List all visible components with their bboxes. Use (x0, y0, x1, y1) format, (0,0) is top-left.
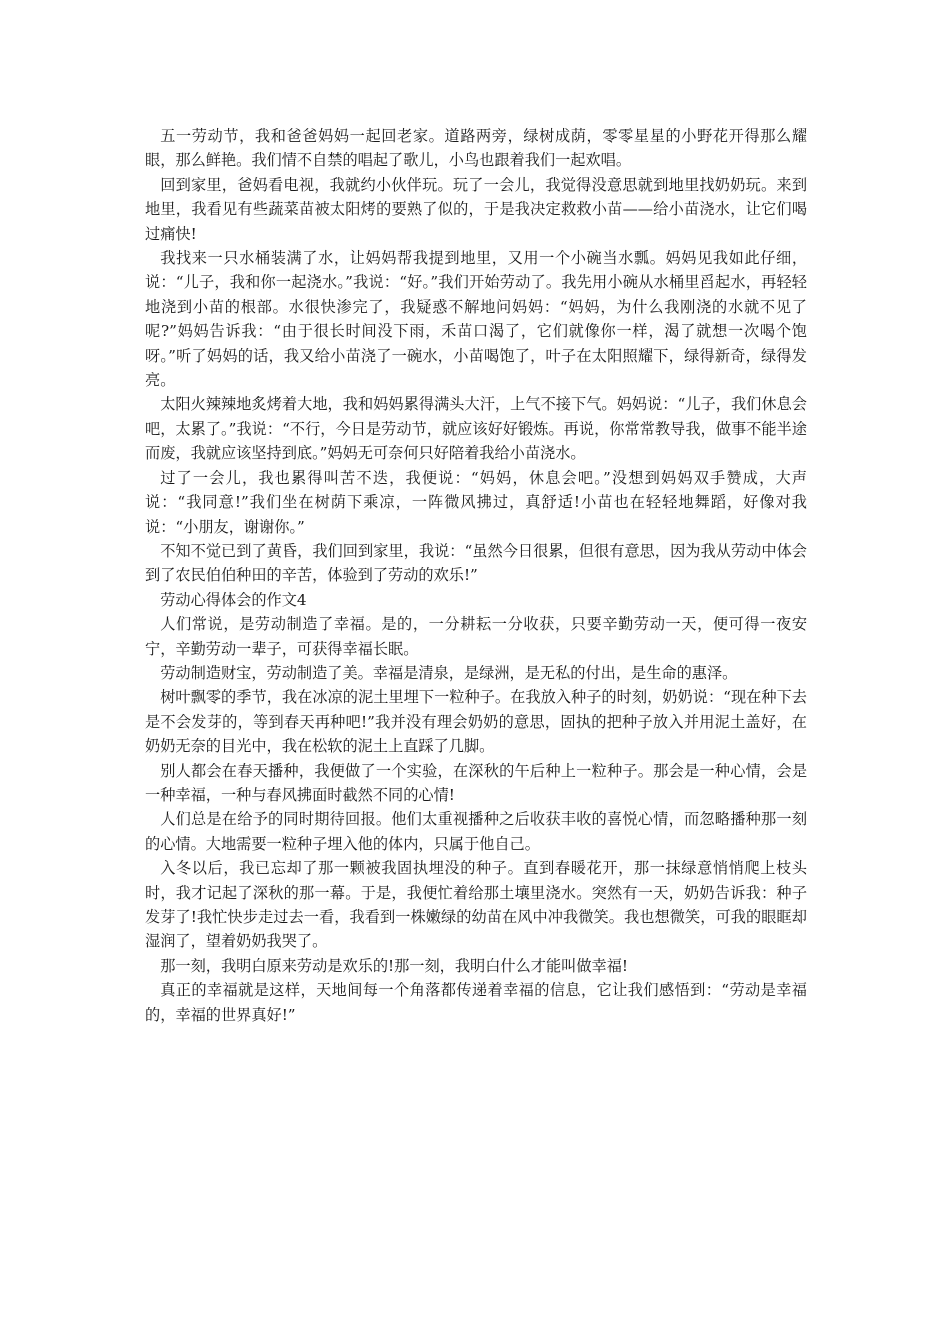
paragraph: 回到家里，爸妈看电视，我就约小伙伴玩。玩了一会儿，我觉得没意思就到地里找奶奶玩。来到地里，我看见有些蔬菜苗被太阳烤的要熟了似的，于是我决定救救小苗——给小苗浇水，让它们喝过痛快! (145, 175, 807, 243)
paragraph: 真正的幸福就是这样，天地间每一个角落都传递着幸福的信息，它让我们感悟到：“劳动是幸福的，幸福的世界真好!” (145, 981, 807, 1024)
paragraph: 劳动制造财宝，劳动制造了美。幸福是清泉，是绿洲，是无私的付出，是生命的惠泽。 (160, 663, 738, 682)
paragraph: 那一刻，我明白原来劳动是欢乐的!那一刻，我明白什么才能叫做幸福! (160, 956, 629, 975)
paragraph: 我找来一只水桶装满了水，让妈妈帮我提到地里，又用一个小碗当水瓢。妈妈见我如此仔细，说：“儿子，我和你一起浇水。”我说：“好。”我们开始劳动了。我先用小碗从水桶里舀起水，再轻轻地浇到小苗的根部。水很快渗完了，我疑惑不解地问妈妈：“妈妈，为什么我刚浇的水就不见了呢?”妈妈告诉我：“由于很长时间没下雨，禾苗口渴了，它们就像你一样，渴了就想一次喝个饱呀。”听了妈妈的话，我又给小苗浇了一碗水，小苗喝饱了，叶子在太阳照耀下，绿得新奇，绿得发亮。 (145, 249, 807, 390)
paragraph: 五一劳动节，我和爸爸妈妈一起回老家。道路两旁，绿树成荫，零零星星的小野花开得那么耀眼，那么鲜艳。我们情不自禁的唱起了歌儿，小鸟也跟着我们一起欢唱。 (145, 127, 807, 170)
paragraph: 人们总是在给予的同时期待回报。他们太重视播种之后收获丰收的喜悦心情，而忽略播种那一刻的心情。大地需要一粒种子埋入他的体内，只属于他自己。 (145, 810, 807, 853)
document-body (145, 124, 807, 1027)
paragraph: 过了一会儿，我也累得叫苦不迭，我便说：“妈妈，休息会吧。”没想到妈妈双手赞成，大声说：“我同意!”我们坐在树荫下乘凉，一阵微风拂过，真舒适!小苗也在轻轻地舞蹈，好像对我说：“小朋友，谢谢你。” (145, 468, 807, 536)
paragraph: 树叶飘零的季节，我在冰凉的泥土里埋下一粒种子。在我放入种子的时刻，奶奶说：“现在种下去是不会发芽的，等到春天再种吧!”我并没有理会奶奶的意思，固执的把种子放入并用泥土盖好，在奶奶无奈的目光中，我在松软的泥土上直踩了几脚。 (145, 688, 807, 756)
paragraph: 入冬以后，我已忘却了那一颗被我固执埋没的种子。直到春暖花开，那一抹绿意悄悄爬上枝头时，我才记起了深秋的那一幕。于是，我便忙着给那土壤里浇水。突然有一天，奶奶告诉我：种子发芽了!我忙快步走过去一看，我看到一株嫩绿的幼苗在风中冲我微笑。我也想微笑，可我的眼眶却湿润了，望着奶奶我哭了。 (145, 859, 807, 951)
paragraph: 人们常说，是劳动制造了幸福。是的，一分耕耘一分收获，只要辛勤劳动一天，便可得一夜安宁，辛勤劳动一辈子，可获得幸福长眠。 (145, 615, 807, 658)
section-title: 劳动心得体会的作文4 (160, 590, 307, 609)
paragraph: 别人都会在春天播种，我便做了一个实验，在深秋的午后种上一粒种子。那会是一种心情，会是一种幸福，一种与春风拂面时截然不同的心情! (145, 761, 807, 804)
paragraph: 不知不觉已到了黄昏，我们回到家里，我说：“虽然今日很累，但很有意思，因为我从劳动中体会到了农民伯伯种田的辛苦，体验到了劳动的欢乐!” (145, 541, 807, 585)
paragraph: 太阳火辣辣地炙烤着大地，我和妈妈累得满头大汗，上气不接下气。妈妈说：“儿子，我们休息会吧，太累了。”我说：“不行，今日是劳动节，就应该好好锻炼。再说，你常常教导我，做事不能半途而废，我就应该坚持到底。”妈妈无可奈何只好陪着我给小苗浇水。 (145, 395, 807, 463)
